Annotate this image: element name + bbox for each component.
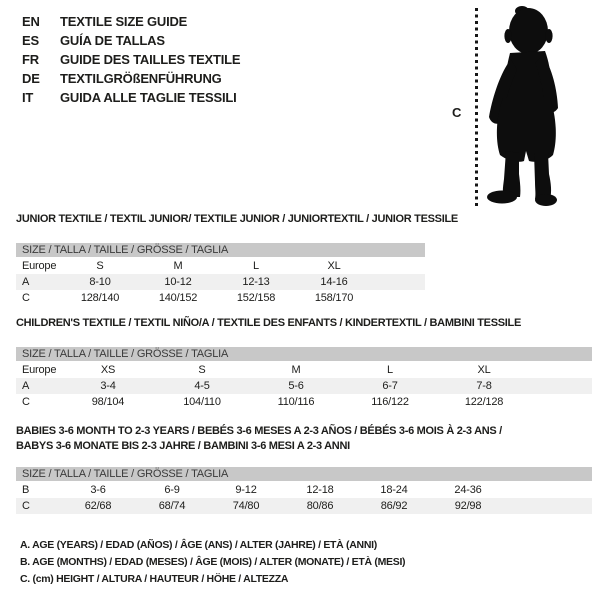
lang-title: TEXTILE SIZE GUIDE (60, 14, 188, 29)
cell: 140/152 (158, 292, 198, 304)
cell: 74/80 (232, 500, 260, 512)
babies-size-header-bar: SIZE / TALLA / TAILLE / GRÖSSE / TAGLIA (16, 467, 592, 481)
cell: L (253, 260, 259, 272)
lang-title: TEXTILGRÖßENFÜHRUNG (60, 71, 222, 86)
babies-table-title-line2: BABYS 3-6 MONATE BIS 2-3 JAHRE / BAMBINI 3-6 MESI A 2-3 ANNI (16, 440, 350, 452)
cell: 5-6 (288, 380, 304, 392)
cell: 12-13 (242, 276, 270, 288)
table-row (16, 394, 592, 410)
cell: XL (477, 364, 491, 376)
lang-code: FR (22, 52, 39, 67)
spacer-cell (505, 482, 592, 498)
cell: 80/86 (306, 500, 334, 512)
table-row (16, 274, 425, 290)
junior-table (16, 258, 425, 306)
lang-row-fr (22, 50, 240, 69)
cell: 3-4 (100, 380, 116, 392)
cell: 24-36 (454, 484, 482, 496)
cell: 98/104 (91, 396, 125, 408)
lang-row-es (22, 31, 240, 50)
lang-code: DE (22, 71, 40, 86)
height-measure-label: C (452, 105, 462, 120)
cell: 10-12 (164, 276, 192, 288)
cell: 68/74 (158, 500, 186, 512)
spacer-cell (373, 290, 425, 306)
row-label: C (22, 500, 30, 512)
toddler-silhouette-shapes (487, 6, 558, 206)
spacer-cell (373, 274, 425, 290)
cell: L (387, 364, 393, 376)
toddler-silhouette-icon (482, 5, 568, 207)
cell: 86/92 (380, 500, 408, 512)
junior-table-section (16, 212, 458, 306)
babies-table-title (16, 424, 592, 454)
measure-legend (20, 537, 405, 588)
row-label: Europe (22, 364, 57, 376)
cell: XL (327, 260, 341, 272)
cell: 8-10 (89, 276, 111, 288)
height-dotted-line (475, 8, 478, 206)
legend-line-c: C. (cm) HEIGHT / ALTURA / HAUTEUR / HÖHE / ALTEZZA (20, 573, 289, 585)
cell: 104/110 (183, 396, 221, 408)
spacer-cell (531, 362, 592, 378)
cell: 18-24 (380, 484, 408, 496)
lang-title: GUÍA DE TALLAS (60, 33, 165, 48)
cell: 62/68 (84, 500, 112, 512)
lang-row-en (22, 12, 240, 31)
legend-line-b: B. AGE (MONTHS) / EDAD (MESES) / ÂGE (MOIS) / ALTER (MONATE) / ETÀ (MESI) (20, 556, 406, 568)
babies-table (16, 482, 592, 514)
cell: 158/170 (314, 292, 354, 304)
junior-size-header-bar: SIZE / TALLA / TAILLE / GRÖSSE / TAGLIA (16, 243, 425, 257)
cell: 6-7 (382, 380, 398, 392)
legend-line-a: A. AGE (YEARS) / EDAD (AÑOS) / ÂGE (ANS) / ALTER (JAHRE) / ETÀ (ANNI) (20, 539, 377, 551)
table-row (16, 482, 592, 498)
table-row (16, 378, 592, 394)
cell: 122/128 (464, 396, 504, 408)
babies-table-section (16, 424, 592, 514)
lang-row-de (22, 69, 240, 88)
table-row (16, 258, 425, 274)
junior-table-title: JUNIOR TEXTILE / TEXTIL JUNIOR/ TEXTILE JUNIOR / JUNIORTEXTIL / JUNIOR TESSILE (16, 213, 458, 225)
row-label: B (22, 484, 30, 496)
row-label: C (22, 292, 30, 304)
cell: 92/98 (454, 500, 482, 512)
lang-code: IT (22, 90, 34, 105)
language-title-list (22, 12, 240, 107)
babies-table-title-line1: BABIES 3-6 MONTH TO 2-3 YEARS / BEBÉS 3-6 MESES A 2-3 AÑOS / BÉBÉS 3-6 MOIS À 2-3 ANS / (16, 425, 502, 437)
children-table-section (16, 316, 592, 410)
lang-code: EN (22, 14, 40, 29)
cell: 116/122 (371, 396, 409, 408)
table-row (16, 290, 425, 306)
cell: 14-16 (320, 276, 348, 288)
lang-row-it (22, 88, 240, 107)
cell: 152/158 (236, 292, 276, 304)
cell: 128/140 (80, 292, 120, 304)
cell: 12-18 (306, 484, 334, 496)
lang-title: GUIDA ALLE TAGLIE TESSILI (60, 90, 237, 105)
table-row (16, 498, 592, 514)
row-label: C (22, 396, 30, 408)
cell: 6-9 (164, 484, 180, 496)
cell: S (198, 364, 206, 376)
spacer-cell (505, 498, 592, 514)
cell: XS (100, 364, 116, 376)
children-table-title: CHILDREN'S TEXTILE / TEXTIL NIÑO/A / TEXTILE DES ENFANTS / KINDERTEXTIL / BAMBINI TESSILE (16, 317, 521, 329)
cell: 4-5 (194, 380, 210, 392)
row-label: Europe (22, 260, 57, 272)
lang-title: GUIDE DES TAILLES TEXTILE (60, 52, 241, 67)
lang-code: ES (22, 33, 39, 48)
cell: S (96, 260, 104, 272)
cell: 7-8 (476, 380, 492, 392)
spacer-cell (531, 378, 592, 394)
cell: M (173, 260, 183, 272)
cell: 9-12 (235, 484, 257, 496)
row-label: A (22, 276, 30, 288)
row-label: A (22, 380, 30, 392)
spacer-cell (531, 394, 592, 410)
children-size-header-bar: SIZE / TALLA / TAILLE / GRÖSSE / TAGLIA (16, 347, 592, 361)
spacer-cell (373, 258, 425, 274)
children-table (16, 362, 592, 410)
cell: 3-6 (90, 484, 106, 496)
table-row (16, 362, 592, 378)
cell: M (291, 364, 301, 376)
cell: 110/116 (277, 396, 315, 408)
